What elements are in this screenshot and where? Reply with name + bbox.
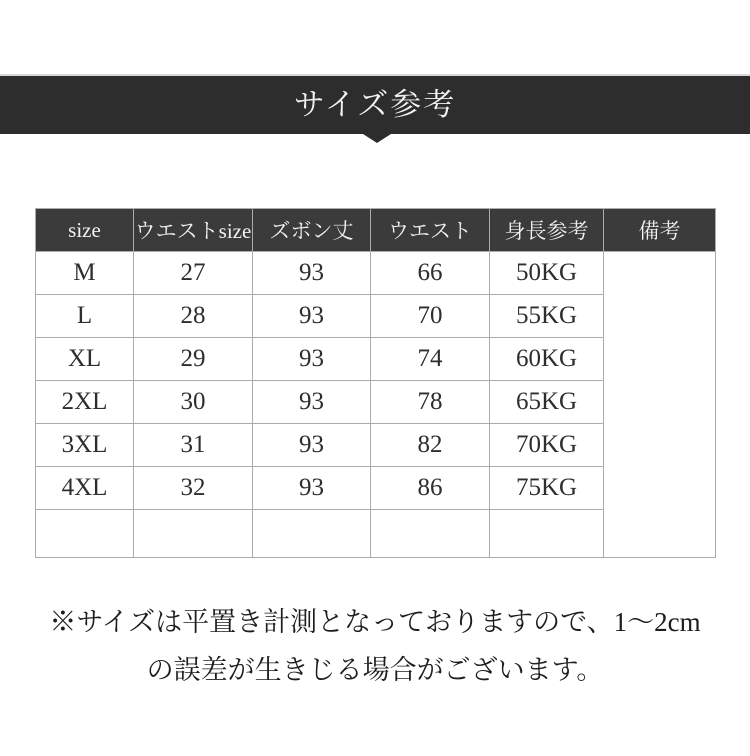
cell-waist-size: 30 [134,381,253,424]
cell-waist: 78 [371,381,490,424]
cell-waist: 82 [371,424,490,467]
cell-waist-size: 27 [134,252,253,295]
cell-waist-size: 32 [134,467,253,510]
cell-height-ref: 60KG [490,338,604,381]
cell-pants-length [253,510,371,558]
cell-waist: 70 [371,295,490,338]
cell-pants-length: 93 [253,424,371,467]
cell-height-ref: 75KG [490,467,604,510]
cell-waist: 66 [371,252,490,295]
disclaimer-line-1: ※サイズは平置き計測となっておりますので、1〜2cm [49,607,701,637]
cell-waist-size: 29 [134,338,253,381]
cell-size: XL [36,338,134,381]
cell-pants-length: 93 [253,338,371,381]
title-band [0,76,750,134]
band-notch-triangle-icon [363,134,391,143]
table-row [36,252,716,295]
cell-height-ref: 65KG [490,381,604,424]
cell-height-ref: 70KG [490,424,604,467]
cell-height-ref [490,510,604,558]
cell-size: 4XL [36,467,134,510]
cell-size: 2XL [36,381,134,424]
disclaimer-line-2: の誤差が生きじる場合がございます。 [146,655,604,685]
cell-size: L [36,295,134,338]
cell-size: 3XL [36,424,134,467]
measurement-disclaimer [0,598,750,694]
cell-waist-size: 28 [134,295,253,338]
column-header-remarks: 備考 [604,209,716,252]
column-header-pants-length: ズボン丈 [253,209,371,252]
cell-pants-length: 93 [253,295,371,338]
cell-pants-length: 93 [253,252,371,295]
size-table [35,208,716,558]
cell-waist: 74 [371,338,490,381]
cell-height-ref: 50KG [490,252,604,295]
cell-size: M [36,252,134,295]
cell-pants-length: 93 [253,467,371,510]
column-header-size: size [36,209,134,252]
cell-waist: 86 [371,467,490,510]
page-title: サイズ参考 [293,87,457,122]
column-header-waist-size: ウエストsize [134,209,253,252]
table-header-row [36,209,716,252]
cell-waist [371,510,490,558]
cell-waist-size [134,510,253,558]
column-header-waist: ウエスト [371,209,490,252]
column-header-height-ref: 身長参考 [490,209,604,252]
cell-waist-size: 31 [134,424,253,467]
cell-height-ref: 55KG [490,295,604,338]
cell-size [36,510,134,558]
cell-pants-length: 93 [253,381,371,424]
remarks-merged-cell [604,252,716,558]
